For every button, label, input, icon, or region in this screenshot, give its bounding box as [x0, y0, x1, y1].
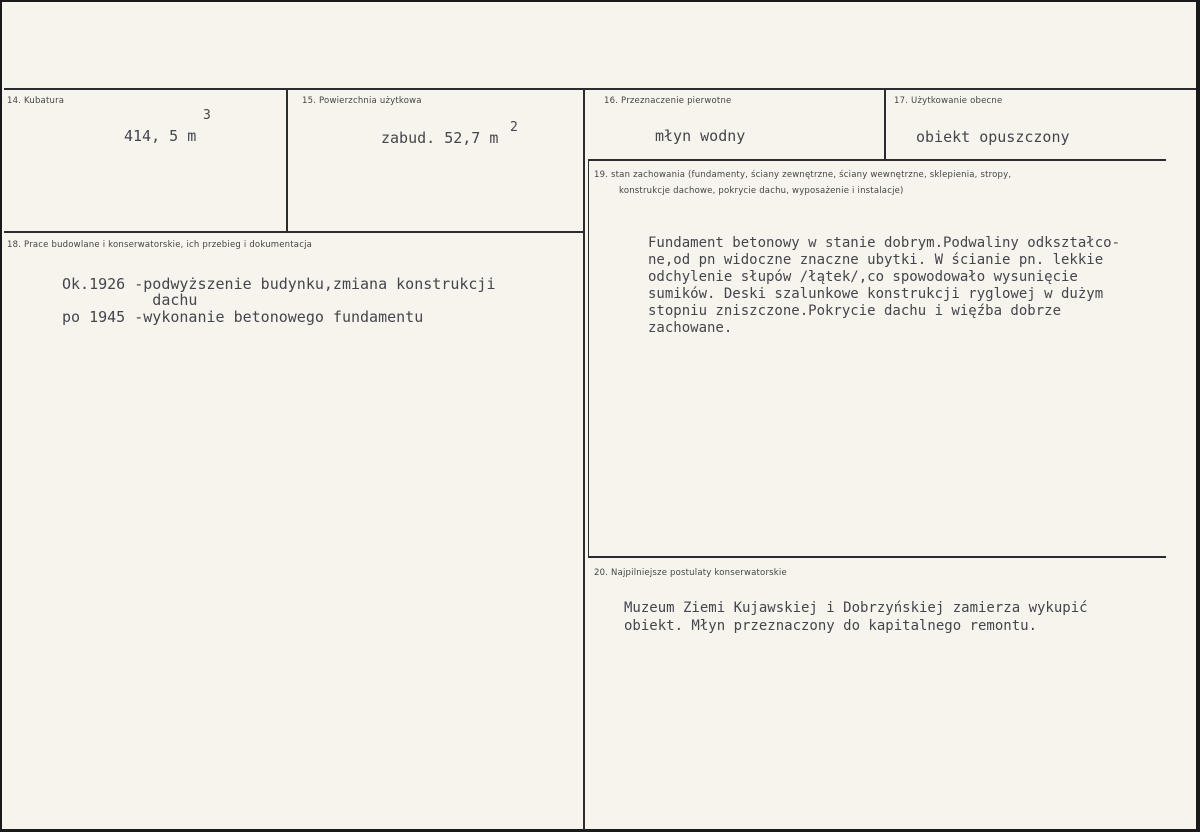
field-18-line-1: Ok.1926 -podwyższenie budynku,zmiana konstrukcji	[62, 275, 496, 293]
field-19-line-5: stopniu zniszczone.Pokrycie dachu i więźba dobrze	[648, 303, 1062, 319]
postulates-rule	[588, 556, 1166, 558]
card-border-top	[0, 0, 1200, 2]
field-14-unit-exponent: 3	[203, 108, 211, 123]
field-19-line-3: odchylenie słupów /łątek/,co spowodowało wysunięcie	[648, 269, 1078, 285]
field-19-label-1: 19. stan zachowania (fundamenty, ściany zewnętrzne, ściany wewnętrzne, sklepienia, stropy,	[594, 170, 1012, 180]
field-14-label: 14. Kubatura	[7, 96, 65, 106]
col-divider-main	[583, 90, 585, 830]
field-17-value: obiekt opuszczony	[916, 128, 1070, 146]
field-18-line-2: dachu	[62, 291, 198, 309]
field-15-label: 15. Powierzchnia użytkowa	[302, 96, 422, 106]
col-divider-19-left	[588, 161, 589, 558]
field-20-label: 20. Najpilniejsze postulaty konserwatorskie	[594, 568, 787, 578]
field-18-label: 18. Prace budowlane i konserwatorskie, ich przebieg i dokumentacja	[7, 240, 313, 250]
field-19-line-2: ne,od pn widoczne znaczne ubytki. W ścianie pn. lekkie	[648, 252, 1104, 268]
field-14-value: 414, 5 m	[124, 127, 197, 145]
left-row-rule	[4, 231, 584, 233]
field-19-label-2: konstrukcje dachowe, pokrycie dachu, wyposażenie i instalacje)	[619, 186, 904, 196]
col-divider-15	[286, 90, 288, 232]
field-20-line-2: obiekt. Młyn przeznaczony do kapitalnego remontu.	[624, 618, 1038, 634]
field-15-unit-exponent: 2	[510, 120, 518, 135]
field-15-value: zabud. 52,7 m	[381, 129, 499, 147]
field-19-line-6: zachowane.	[648, 320, 733, 336]
col-divider-17	[884, 90, 886, 160]
field-16-label: 16. Przeznaczenie pierwotne	[604, 96, 732, 106]
field-19-line-4: sumików. Deski szalunkowe konstrukcji ryglowej w dużym	[648, 286, 1104, 302]
field-16-value: młyn wodny	[655, 127, 746, 145]
field-20-line-1: Muzeum Ziemi Kujawskiej i Dobrzyńskiej zamierza wykupić	[624, 600, 1088, 616]
field-17-label: 17. Użytkowanie obecne	[894, 96, 1003, 106]
card-border-right	[1196, 0, 1200, 832]
field-18-line-3: po 1945 -wykonanie betonowego fundamentu	[62, 308, 424, 326]
top-row-rule	[4, 88, 1196, 90]
card-border-left	[0, 0, 2, 832]
right-row-rule	[588, 159, 1166, 161]
field-19-line-1: Fundament betonowy w stanie dobrym.Podwaliny odkształco-	[648, 235, 1121, 251]
